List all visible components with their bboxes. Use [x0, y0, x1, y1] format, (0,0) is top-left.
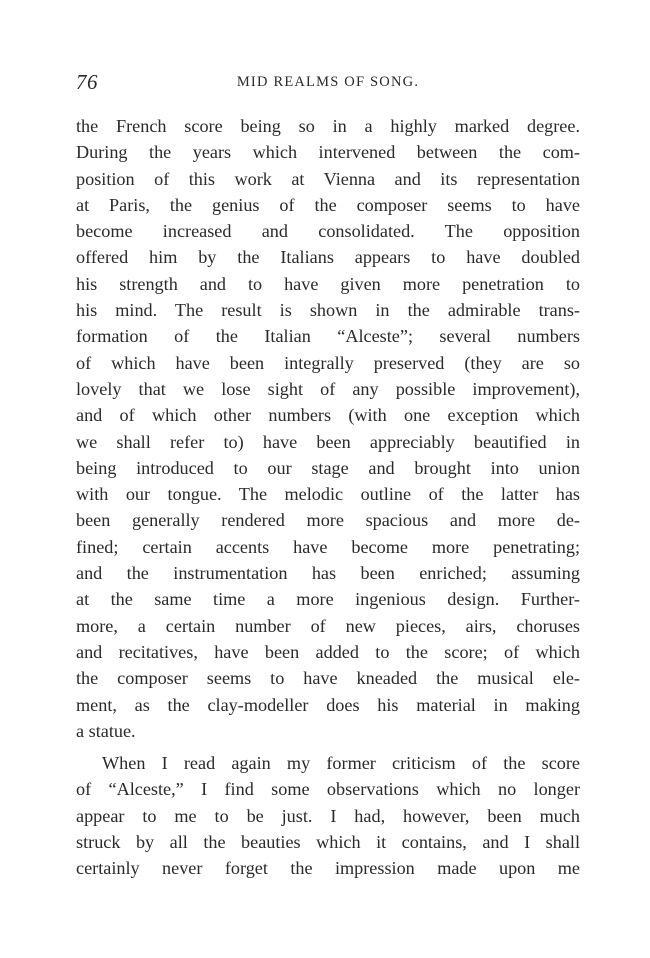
text-line: formation of the Italian “Alceste”; several numbers — [76, 326, 580, 347]
text-line: of which have been integrally preserved (they are so — [76, 352, 580, 373]
text-line: more, a certain number of new pieces, airs, choruses — [76, 615, 580, 636]
text-line: During the years which intervened between the com- — [76, 142, 580, 163]
text-line: been generally rendered more spacious and more de- — [76, 510, 580, 531]
text-line: fined; certain accents have become more penetrating; — [76, 536, 580, 557]
page-number: 76 — [76, 70, 98, 94]
text-line: the composer seems to have kneaded the musical ele- — [76, 668, 580, 689]
page-header — [76, 70, 580, 100]
text-line: his strength and to have given more penetration to — [76, 273, 580, 294]
paragraph — [76, 750, 580, 881]
text-line: the French score being so in a highly marked degree. — [76, 116, 580, 136]
text-line: appear to me to be just. I had, however, been much — [76, 805, 580, 826]
text-line: offered him by the Italians appears to have doubled — [76, 247, 580, 268]
text-line: being introduced to our stage and brought into union — [76, 457, 580, 478]
text-line: ment, as the clay-modeller does his material in making — [76, 694, 580, 715]
text-line: When I read again my former criticism of the score — [102, 753, 580, 774]
text-line: lovely that we lose sight of any possible improvement), — [76, 378, 580, 399]
text-line: and the instrumentation has been enriched; assuming — [76, 563, 580, 584]
text-line: with our tongue. The melodic outline of the latter has — [76, 484, 580, 505]
paragraph — [76, 113, 580, 744]
text-line: we shall refer to) have been appreciably beautified in — [76, 431, 580, 452]
text-line: and recitatives, have been added to the score; of which — [76, 641, 580, 662]
text-line: of “Alceste,” I find some observations which no longer — [76, 779, 580, 800]
text-line: at the same time a more ingenious design. Further- — [76, 589, 580, 610]
text-line: and of which other numbers (with one exception which — [76, 405, 580, 426]
body-text — [76, 113, 580, 882]
text-line: a statue. — [76, 720, 136, 741]
text-line: position of this work at Vienna and its representation — [76, 168, 580, 189]
text-line: become increased and consolidated. The opposition — [76, 221, 580, 242]
running-head: MID REALMS OF SONG. — [236, 74, 420, 90]
text-line: at Paris, the genius of the composer seems to have — [76, 194, 580, 215]
text-line: his mind. The result is shown in the admirable trans- — [76, 300, 580, 321]
text-line: struck by all the beauties which it contains, and I shall — [76, 832, 580, 853]
text-line: certainly never forget the impression made upon me — [76, 858, 580, 879]
